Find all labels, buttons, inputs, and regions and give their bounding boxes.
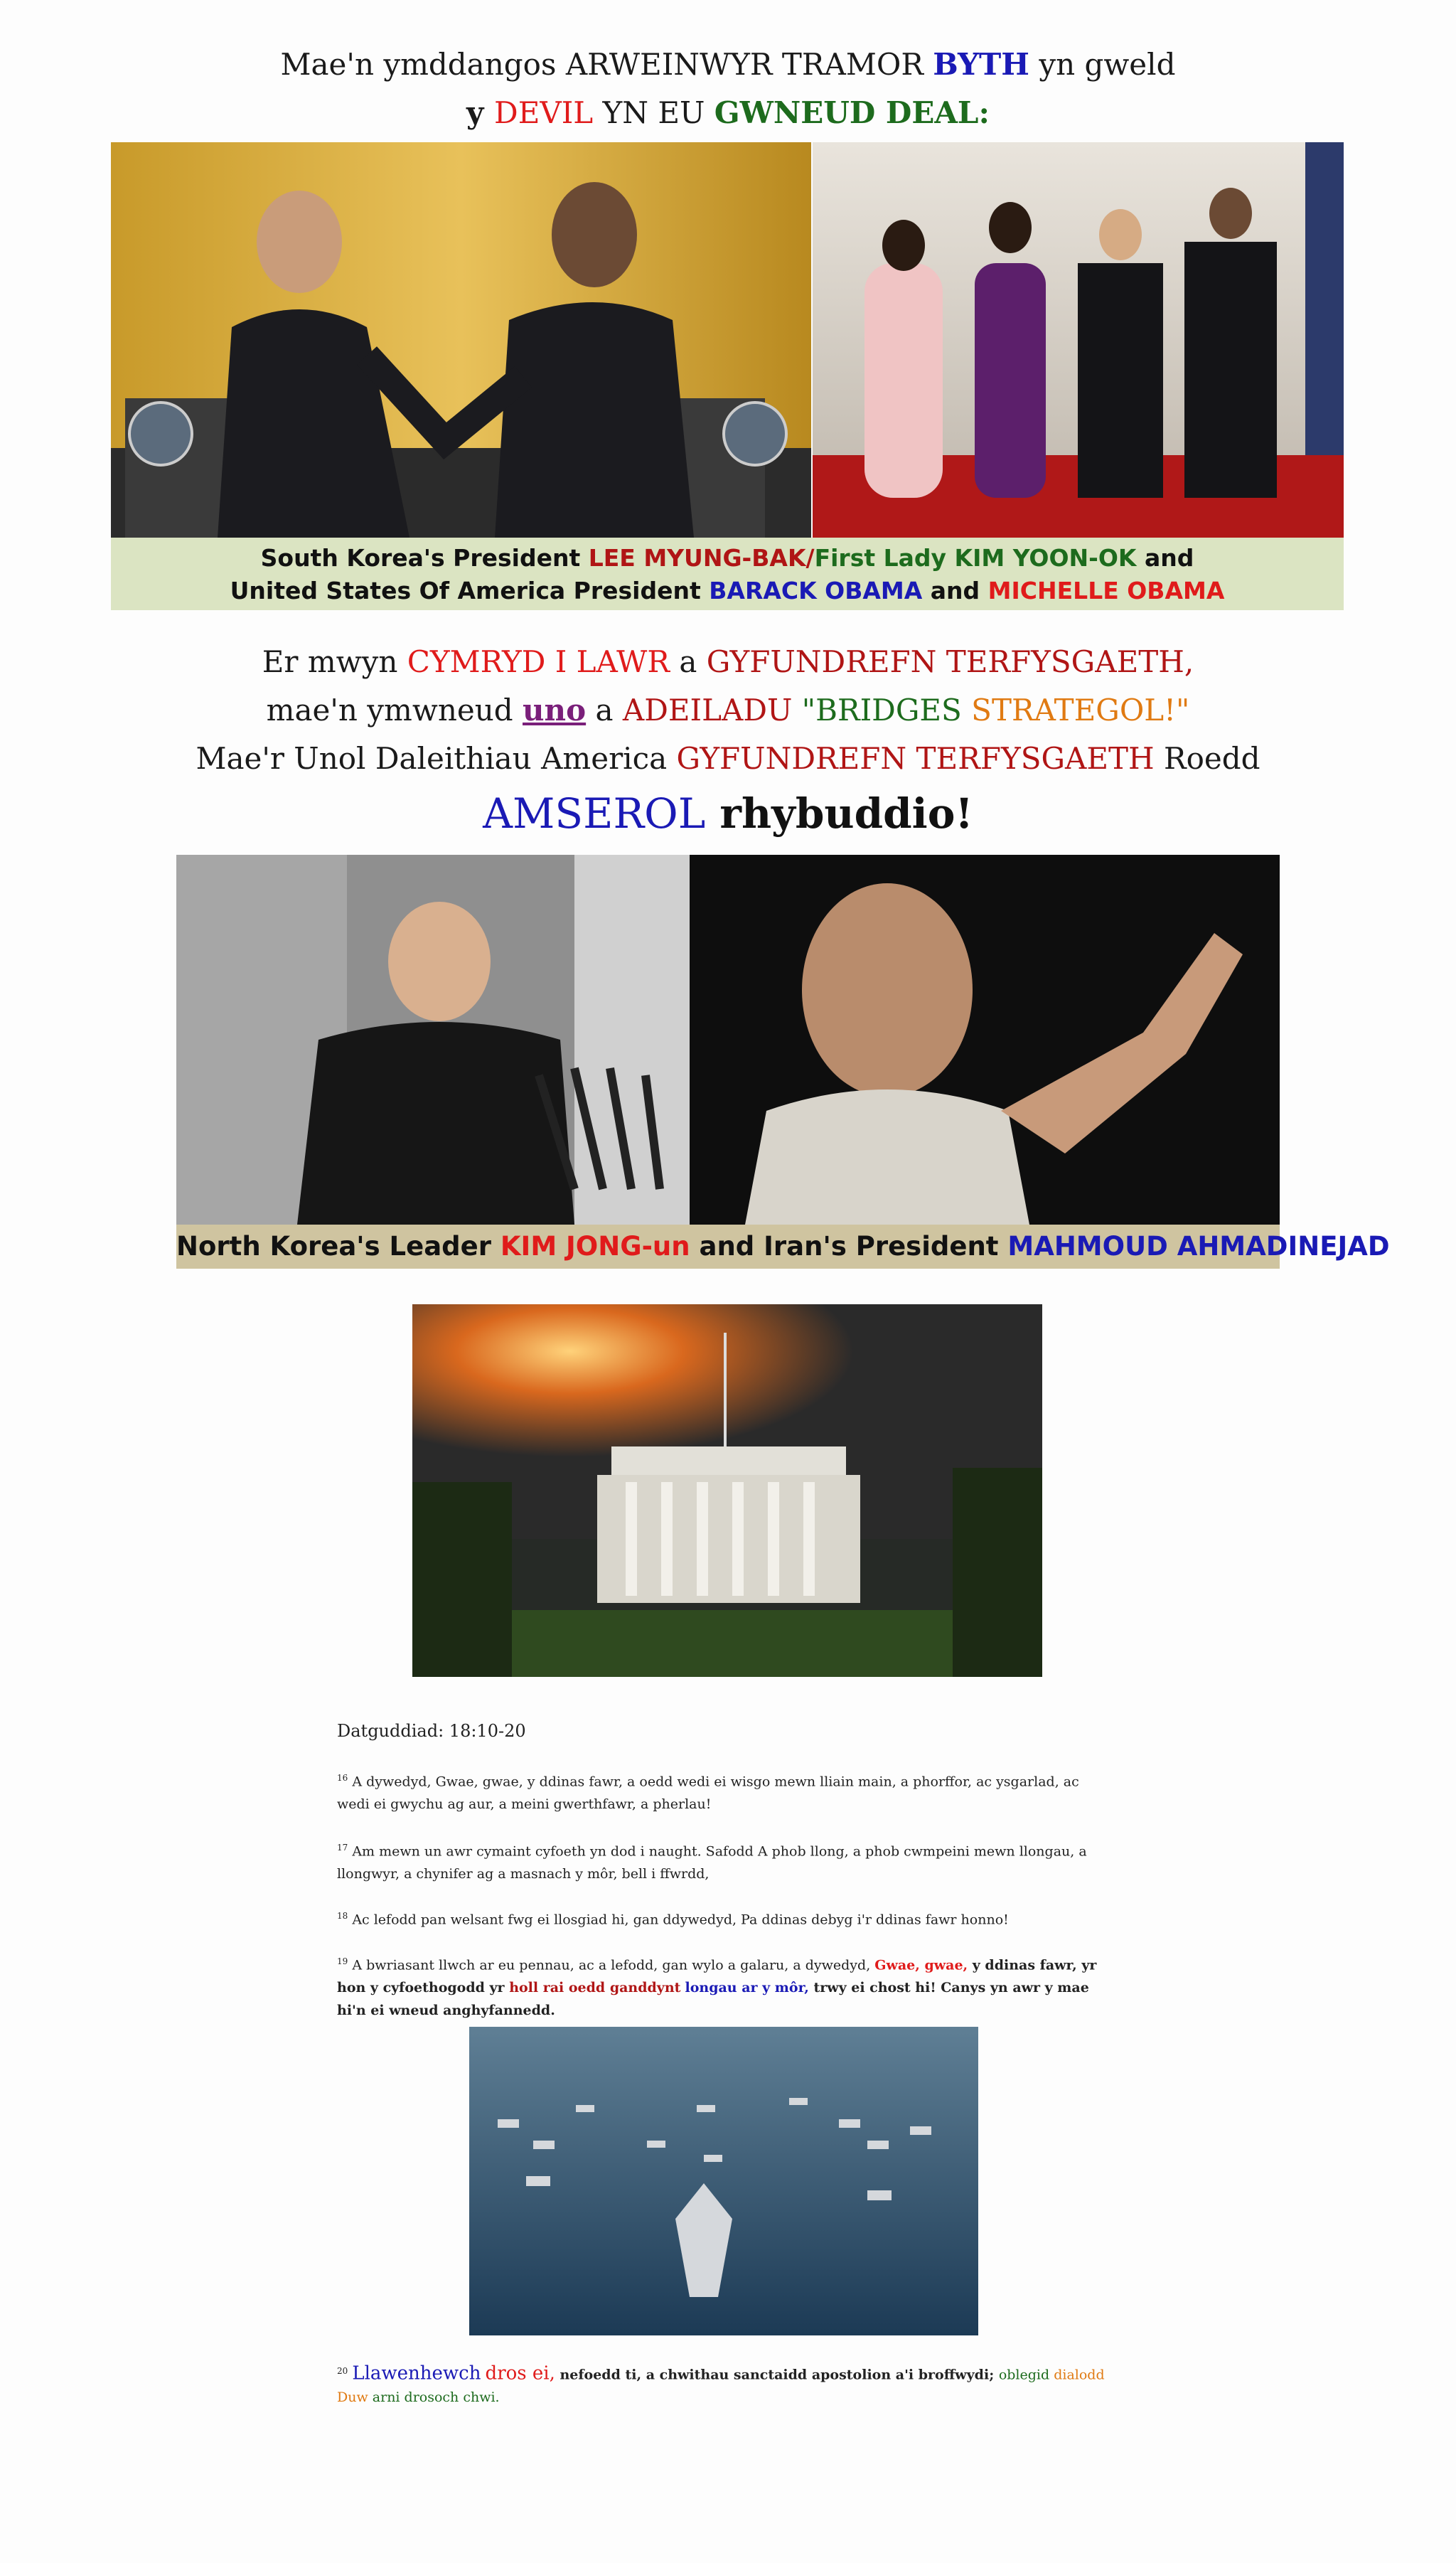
scripture-verse-20 [337,2360,1112,2409]
heading2-line-1 [0,644,1456,679]
verse-number: 18 [337,1911,348,1921]
verse-text: Ac lefodd pan welsant fwg ei llosgiad hi, gan ddywedyd, Pa ddinas debyg i'r ddinas fawr honno! [352,1912,1009,1928]
white-house-explosion-svg [412,1304,1042,1677]
caption-text: North Korea's Leader [176,1231,500,1262]
leaders-photo-1-caption [111,542,1344,607]
verse-text: A bwriasant llwch ar eu pennau, ac a lefodd, gan wylo a galaru, a dywedyd, [352,1957,875,1973]
caption-text: First Lady [814,544,955,572]
heading-text: GYFUNDREFN TERFYSGAETH, [706,644,1194,679]
heading-text: uno [523,693,587,728]
heading-text: "BRIDGES [792,693,972,728]
verse-number: 16 [337,1773,348,1783]
heading-text: STRATEGOL!" [971,693,1190,728]
heading-text: GWNEUD DEAL: [714,95,990,130]
caption-text: BARACK OBAMA [709,577,923,604]
heading-text: ADEILADU [622,693,793,728]
verse-text: arni drosoch chwi. [372,2389,500,2406]
heading-text: CYMRYD I LAWR [407,644,670,679]
verse-number: 20 [337,2366,348,2376]
heading-text: GYFUNDREFN TERFYSGAETH [676,741,1155,776]
verse-text: holl rai oedd ganddynt [509,1980,681,1996]
leaders-photo-2-image [176,855,1280,1225]
caption-text: United States Of America President [230,577,710,604]
leaders-photo-2-caption [176,1229,1390,1264]
verse-text: y ddinas fawr, yr hon y cyfoethogodd yr [337,1957,1097,1996]
leaders-photo-1 [111,142,1344,538]
heading-text: DEVIL [494,95,594,130]
caption-text: and [922,577,988,604]
heading2-line-2 [0,693,1456,728]
caption-text: and Iran's President [690,1231,1008,1262]
caption-text: MICHELLE OBAMA [987,577,1225,604]
caption-text: LEE MYUNG-BAK/ [588,544,815,572]
heading-text: BYTH [933,47,1029,82]
verse-text: oblegid [998,2367,1050,2383]
heading-line-2 [0,95,1456,130]
verse-text: trwy ei chost hi! Canys yn awr y mae hi'n ei wneud anghyfannedd. [337,1980,1089,2019]
verse-text: nefoedd ti, a chwithau sanctaidd apostolion a'i broffwydi; [555,2367,999,2383]
leaders-photo-2 [176,855,1280,1225]
heading-text: Er mwyn [262,644,407,679]
verse-number: 17 [337,1843,348,1853]
caption-line [111,575,1344,607]
caption-text: and [1136,544,1194,572]
verse-text: dros ei, [485,2362,555,2385]
heading-line-1 [0,47,1456,82]
caption-text: MAHMOUD AHMADINEJAD [1007,1231,1390,1262]
heading-text: y [466,95,495,130]
verse-text: Gwae, gwae, [874,1957,968,1973]
scripture-verse-16 [337,1767,1112,1816]
naval-fleet-svg [469,2027,978,2335]
verse-text: Llawenhewch [352,2362,481,2385]
heading-text: YN EU [593,95,714,130]
heading-text: Mae'r Unol Daleithiau America [196,741,677,776]
caption-text: KIM JONG-un [500,1231,690,1262]
verse-text: dialodd Duw [337,2367,1105,2406]
heading-text: a [586,693,623,728]
caption-text: KIM YOON-OK [954,544,1137,572]
heading-text: a [669,644,707,679]
caption-text: South Korea's President [260,544,589,572]
caption-line [111,542,1344,575]
heading-text: Mae'n ymddangos ARWEINWYR TRAMOR [280,47,933,82]
scripture-reference: Datguddiad: 18:10-20 [337,1721,526,1741]
naval-fleet-image [469,2027,978,2335]
scripture-verse-18 [337,1904,1112,1931]
heading2-line-3 [0,741,1456,776]
white-house-explosion-image [412,1304,1042,1677]
heading-text: AMSEROL [483,789,706,838]
verse-text: Am mewn un awr cymaint cyfoeth yn dod i naught. Safodd A phob llong, a phob cwmpeini mewn llongau, a llongwyr, a chynifer ag a masnach y môr, bell i ffwrdd, [337,1843,1087,1882]
heading-text: mae'n ymwneud [266,693,523,728]
heading-text: rhybuddio! [705,789,973,838]
scripture-verse-17 [337,1836,1112,1885]
heading2-line-4 [0,789,1456,838]
leaders-photo-1-image [111,142,1344,538]
verse-text: longau ar y môr, [685,1980,809,1996]
verse-number: 19 [337,1956,348,1966]
heading-text: Roedd [1154,741,1260,776]
scripture-verse-19 [337,1950,1112,2022]
verse-text: A dywedyd, Gwae, gwae, y ddinas fawr, a oedd wedi ei wisgo mewn lliain main, a phorffor, ac ysgarlad, ac wedi ei gwychu ag aur, a meini gwerthfawr, a pherlau! [337,1774,1079,1813]
heading-text: yn gweld [1029,47,1176,82]
